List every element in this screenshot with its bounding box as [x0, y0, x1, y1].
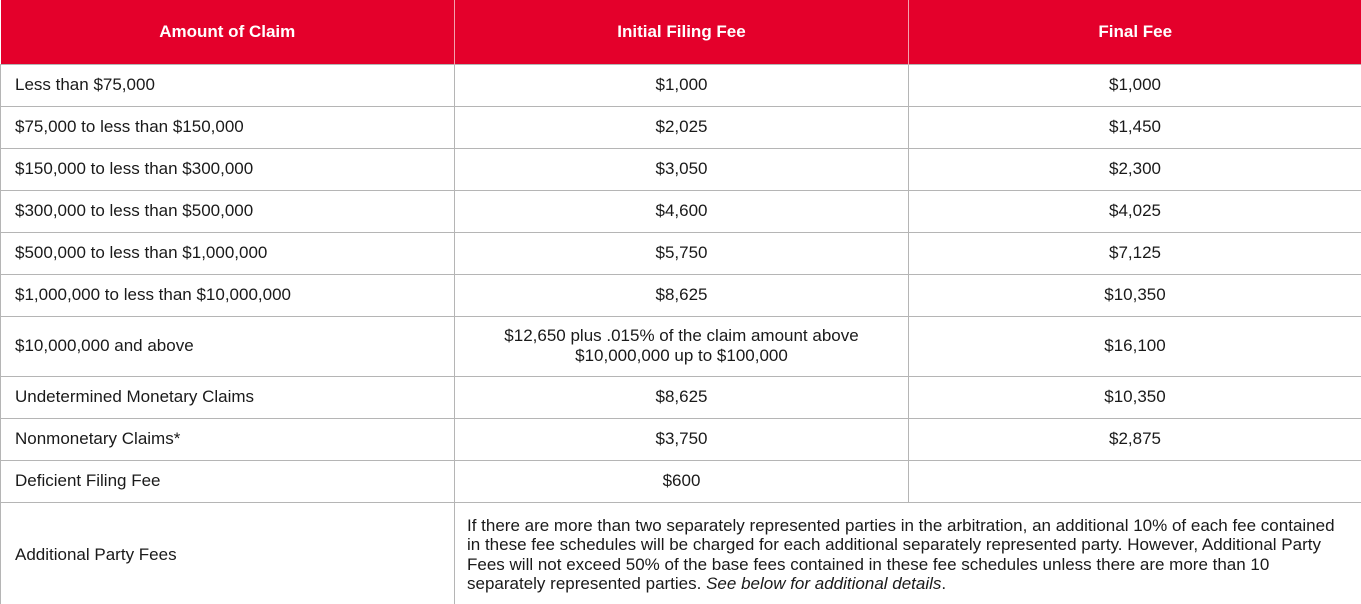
final-fee-cell: $16,100: [909, 316, 1361, 376]
table-row: [1, 316, 1361, 376]
amount-cell: $75,000 to less than $150,000: [1, 106, 455, 148]
amount-cell: Less than $75,000: [1, 64, 455, 106]
final-fee-cell: [909, 460, 1361, 502]
additional-details-note: See below for additional details: [706, 574, 942, 593]
table-row: [1, 274, 1361, 316]
final-fee-cell: $10,350: [909, 376, 1361, 418]
amount-cell: Nonmonetary Claims*: [1, 418, 455, 460]
initial-fee-cell: $1,000: [455, 64, 909, 106]
initial-fee-cell: $5,750: [455, 232, 909, 274]
initial-fee-cell: $8,625: [455, 376, 909, 418]
header-final-fee: Final Fee: [909, 0, 1361, 64]
additional-party-description: [455, 502, 1361, 604]
final-fee-cell: $7,125: [909, 232, 1361, 274]
initial-fee-cell: [455, 316, 909, 376]
table-row: [1, 418, 1361, 460]
amount-cell: $500,000 to less than $1,000,000: [1, 232, 455, 274]
initial-fee-line-2: $10,000,000 up to $100,000: [575, 346, 788, 365]
additional-party-trailing: .: [941, 574, 947, 593]
initial-fee-cell: $600: [455, 460, 909, 502]
final-fee-cell: $1,000: [909, 64, 1361, 106]
initial-fee-line-1: $12,650 plus .015% of the claim amount above: [504, 326, 859, 345]
additional-party-label: Additional Party Fees: [1, 502, 455, 604]
amount-cell: Undetermined Monetary Claims: [1, 376, 455, 418]
amount-cell: $1,000,000 to less than $10,000,000: [1, 274, 455, 316]
table-row: [1, 148, 1361, 190]
amount-cell: $300,000 to less than $500,000: [1, 190, 455, 232]
table-row: [1, 232, 1361, 274]
table-header-row: [1, 0, 1361, 64]
additional-party-text: If there are more than two separately represented parties in the arbitration, an additional 10% of each fee contained in these fee schedules will be charged for each additional separately represented party. However, Additional Party Fees will not exceed 50% of the base fees contained in these fee schedules unless there are more than 10 separately represented parties.: [467, 515, 1335, 593]
initial-fee-cell: $8,625: [455, 274, 909, 316]
table-row: [1, 460, 1361, 502]
final-fee-cell: $2,300: [909, 148, 1361, 190]
initial-fee-cell: $3,050: [455, 148, 909, 190]
initial-fee-cell: $3,750: [455, 418, 909, 460]
final-fee-cell: $2,875: [909, 418, 1361, 460]
table-row: [1, 106, 1361, 148]
amount-cell: $150,000 to less than $300,000: [1, 148, 455, 190]
final-fee-cell: $10,350: [909, 274, 1361, 316]
table-row: [1, 64, 1361, 106]
final-fee-cell: $4,025: [909, 190, 1361, 232]
final-fee-cell: $1,450: [909, 106, 1361, 148]
table-row: [1, 190, 1361, 232]
header-amount-of-claim: Amount of Claim: [1, 0, 455, 64]
header-initial-filing-fee: Initial Filing Fee: [455, 0, 909, 64]
amount-cell: $10,000,000 and above: [1, 316, 455, 376]
initial-fee-cell: $2,025: [455, 106, 909, 148]
amount-cell: Deficient Filing Fee: [1, 460, 455, 502]
table-row: [1, 376, 1361, 418]
initial-fee-cell: $4,600: [455, 190, 909, 232]
additional-party-row: [1, 502, 1361, 604]
